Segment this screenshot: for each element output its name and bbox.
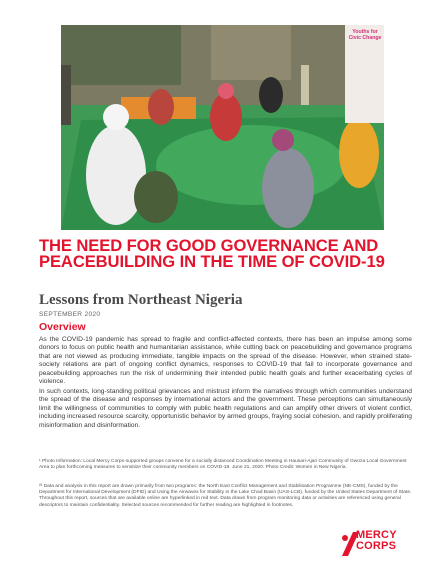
document-title: THE NEED FOR GOOD GOVERNANCE AND PEACEBUILDING IN THE TIME OF COVID-19 bbox=[39, 236, 385, 271]
civic-change-banner bbox=[345, 25, 384, 123]
overview-paragraph-1: As the COVID-19 pandemic has spread to fragile and conflict-affected contexts, there has been an impulse among some donors to focus on public health and humanitarian assistance, while cutting back on peacebuilding and governance programs that are not viewed as producing immediate, tangible impacts on the spread of the disease. However, when strained state-society relations are part of ongoing conflict dynamics, responses to COVID-19 that fail to incorporate governance and peacebuilding approaches run the risk of undermining their intended public health goals and further exacerbating cycles of violence. bbox=[39, 336, 412, 386]
mercy-corps-logo bbox=[339, 527, 401, 567]
cover-photo bbox=[61, 25, 384, 230]
overview-paragraph-2: In such contexts, long-standing political grievances and mistrust inform the narratives through which communities understand the spread of the disease and responses by international actors and the government. These perceptions can simultaneously limit the willingness of communities to comply with public health regulations and can amplify other drivers of violent conflict, including increased resource scarcity, opportunistic behavior by armed groups, fraying social cohesion, and rapidly proliferating misinformation and disinformation. bbox=[39, 388, 412, 429]
footnote-photo-info: ¹ Photo Information: Local Mercy Corps-supported groups convene for a socially distanced Coordination Meeting in Hausari-Ajari Community of Gwoza Local Government Area to plan forthcoming measures to sensitize their community members on COVID-19. June 21, 2020. Photo Credit: Women in New Nigeria. bbox=[39, 459, 407, 471]
logo-line-2: CORPS bbox=[356, 540, 397, 552]
logo-line-1: MERCY bbox=[356, 529, 397, 541]
document-subtitle: Lessons from Northeast Nigeria bbox=[39, 292, 243, 308]
banner-text: Youths for Civic Change bbox=[348, 29, 382, 41]
logo-wordmark bbox=[356, 530, 397, 552]
meeting-scene-illustration bbox=[61, 25, 384, 230]
footnote-data-sources: ²² Data and analysis in this report are drawn primarily from two programs: the North East Conflict Management and Stabilisation Programme (NE-CMS), funded by the Department for International Development (DFID) and Using the Airwaves for Stability in the Lake Chad Basin (UAS-LCB), funded by the United States Department of State. Throughout this report, sources that are available online are hyperlinked in red text. Data drawn from program monitoring data or activities are referenced using general descriptors to maintain confidentiality. Selected sources recommended for further reading are highlighted in footnotes. bbox=[39, 484, 412, 508]
overview-heading: Overview bbox=[39, 321, 86, 333]
publication-date: SEPTEMBER 2020 bbox=[39, 311, 101, 318]
